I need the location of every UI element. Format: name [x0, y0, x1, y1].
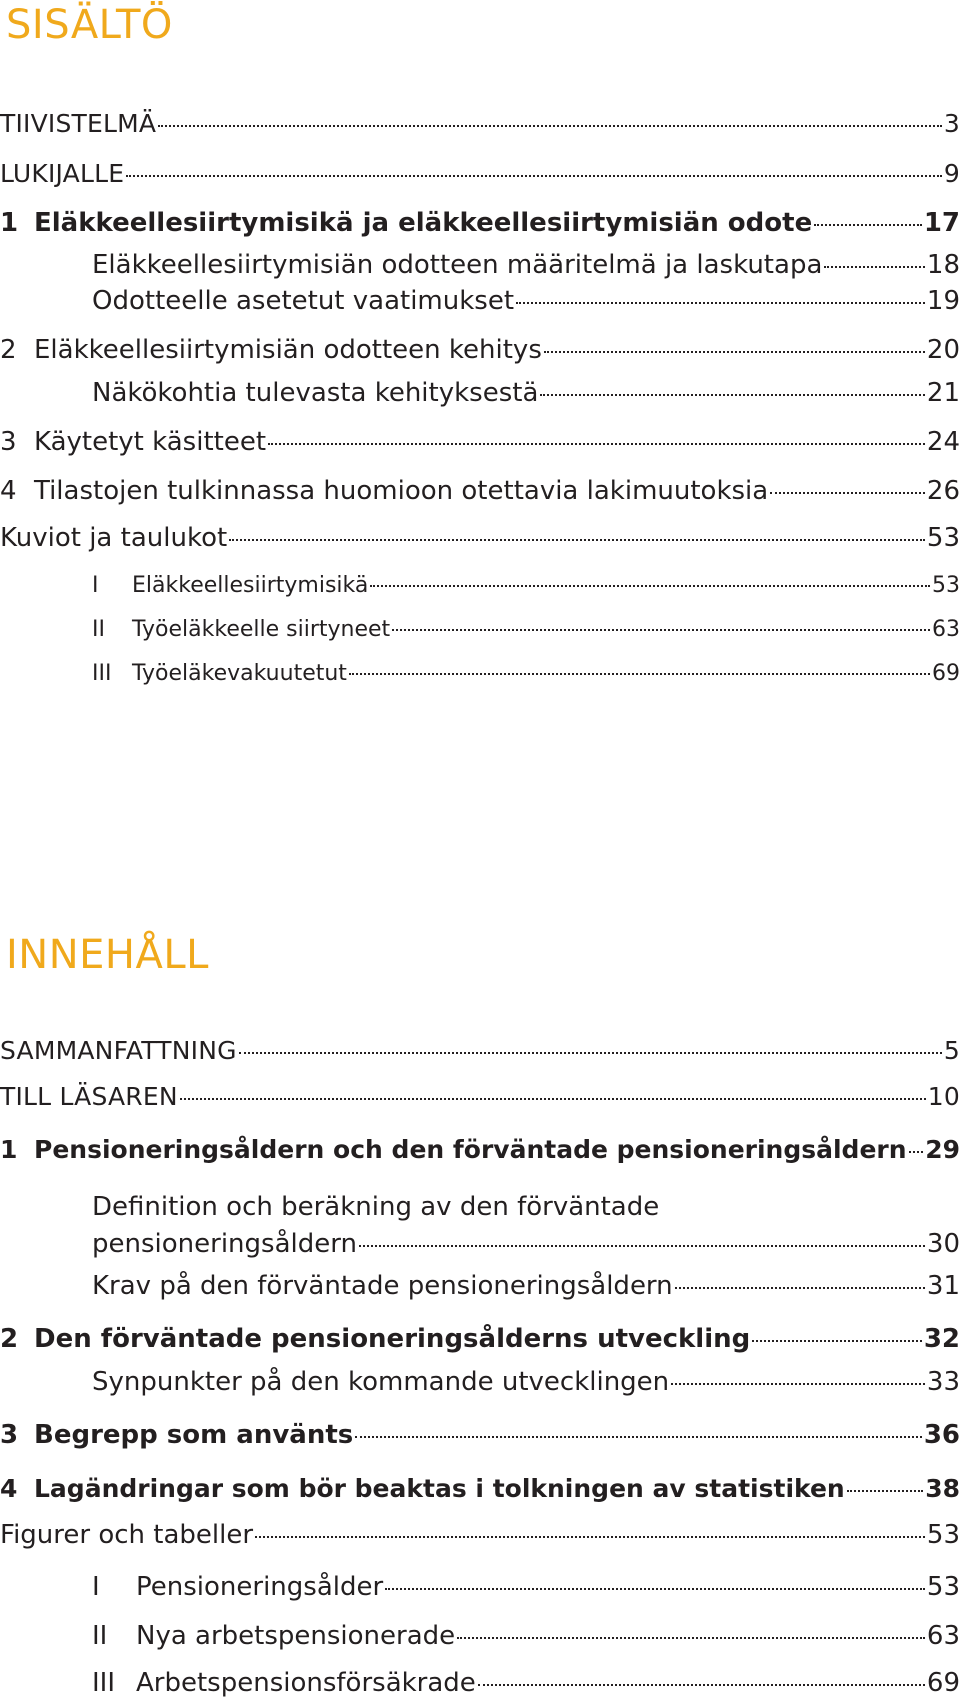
toc-entry-label: Eläkkeellesiirtymisikä [132, 573, 369, 598]
toc-entry-page: 33 [926, 1367, 960, 1397]
dot-leader [349, 673, 930, 675]
dot-leader [675, 1287, 925, 1289]
toc-entry-page: 3 [943, 109, 960, 138]
toc-entry-number: 3 [0, 427, 17, 457]
toc-entry[interactable] [0, 110, 960, 146]
dot-leader [370, 585, 930, 587]
toc-entry[interactable] [0, 337, 960, 373]
toc-subentry[interactable] [0, 1670, 960, 1706]
toc-entry-page: 53 [926, 523, 960, 553]
dot-leader [126, 175, 942, 177]
toc-entry-page: 53 [932, 573, 960, 598]
toc-entry-label: Eläkkeellesiirtymisikä ja eläkkeellesiirtymisiän odote [34, 208, 813, 238]
toc-entry-page: 17 [923, 208, 960, 238]
dot-leader [158, 125, 942, 127]
toc-entry-number: III [92, 661, 112, 686]
toc-entry-number: II [92, 617, 105, 642]
toc-entry-page: 30 [926, 1229, 960, 1259]
toc-subentry[interactable] [0, 614, 960, 650]
toc-entry[interactable] [0, 1422, 960, 1458]
toc-entry-number: I [92, 573, 99, 598]
toc-entry[interactable] [0, 210, 960, 246]
toc-entry[interactable] [0, 1522, 960, 1558]
dot-leader [824, 266, 925, 268]
toc-entry-label: Eläkkeellesiirtymisiän odotteen määritelmä ja laskutapa [92, 250, 823, 280]
toc-subentry[interactable] [0, 1273, 960, 1309]
toc-entry-page: 69 [926, 1668, 960, 1698]
toc-entry-label: Den förväntade pensioneringsålderns utveckling [34, 1324, 751, 1354]
toc-entry-label: Pensioneringsålder [136, 1572, 384, 1602]
toc-entry[interactable] [0, 525, 960, 561]
toc-entry-label: Tilastojen tulkinnassa huomioon otettavia lakimuutoksia [34, 476, 769, 506]
dot-leader [385, 1588, 925, 1590]
toc-entry-page: 31 [926, 1271, 960, 1301]
toc-entry-page: 10 [927, 1082, 960, 1111]
dot-leader [229, 539, 925, 541]
toc-entry-label: Pensioneringsåldern och den förväntade pensioneringsåldern [34, 1135, 907, 1164]
toc-entry-number: I [92, 1572, 100, 1602]
toc-entry-label: TIIVISTELMÄ [0, 109, 157, 138]
dot-leader [457, 1637, 925, 1639]
toc-entry[interactable] [0, 160, 960, 196]
toc-entry-number: 1 [0, 1135, 18, 1164]
toc-entry-label: Figurer och tabeller [0, 1520, 254, 1550]
toc-subentry[interactable] [0, 1574, 960, 1610]
toc-entry-number: III [92, 1668, 116, 1698]
dot-leader [355, 1436, 922, 1438]
toc-entry-label: LUKIJALLE [0, 159, 125, 188]
dot-leader [239, 1052, 942, 1054]
toc-entry-label: Lagändringar som bör beaktas i tolkningen av statistiken [34, 1474, 845, 1503]
toc-entry-page: 69 [932, 661, 960, 686]
toc-entry-page: 63 [932, 617, 960, 642]
toc-title-swedish: INNEHÅLL [6, 932, 209, 978]
toc-entry-page: 19 [926, 286, 960, 316]
toc-entry-page: 38 [925, 1474, 960, 1503]
toc-entry-number: 2 [0, 335, 17, 365]
toc-entry-number: II [92, 1621, 108, 1651]
toc-entry-label: Näkökohtia tulevasta kehityksestä [92, 378, 539, 408]
toc-entry-label: Kuviot ja taulukot [0, 523, 228, 553]
dot-leader [770, 492, 925, 494]
toc-subentry[interactable] [0, 380, 960, 416]
toc-entry-page: 53 [926, 1572, 960, 1602]
toc-entry-number: 4 [0, 1474, 18, 1503]
toc-entry-page: 24 [926, 427, 960, 457]
toc-entry-label: Krav på den förväntade pensioneringsåldern [92, 1271, 673, 1301]
toc-entry[interactable] [0, 1083, 960, 1119]
toc-entry-label: Arbetspensionsförsäkrade [136, 1668, 476, 1698]
toc-entry-page: 18 [926, 250, 960, 280]
toc-entry-page: 36 [923, 1420, 960, 1450]
toc-entry-label: Synpunkter på den kommande utvecklingen [92, 1367, 670, 1397]
toc-subentry[interactable] [0, 288, 960, 324]
dot-leader [180, 1098, 926, 1100]
toc-entry-number: 3 [0, 1420, 19, 1450]
toc-subentry[interactable] [0, 1369, 960, 1405]
toc-entry-page: 21 [926, 378, 960, 408]
toc-subentry-first-line: Definition och beräkning av den förväntade [92, 1192, 660, 1222]
toc-subentry[interactable] [0, 658, 960, 694]
dot-leader [359, 1245, 925, 1247]
toc-entry-label: TILL LÄSAREN [0, 1082, 178, 1111]
toc-entry-label: Eläkkeellesiirtymisiän odotteen kehitys [34, 335, 542, 365]
dot-leader [540, 394, 925, 396]
toc-entry-label: Käytetyt käsitteet [34, 427, 267, 457]
toc-entry-label: Odotteelle asetetut vaatimukset [92, 286, 515, 316]
toc-entry-label: Begrepp som använts [34, 1420, 354, 1450]
toc-entry-label: Työeläkevakuutetut [132, 661, 347, 686]
dot-leader [671, 1383, 925, 1385]
toc-entry[interactable] [0, 1136, 960, 1172]
toc-entry-label: Nya arbetspensionerade [136, 1621, 456, 1651]
toc-entry[interactable] [0, 1037, 960, 1073]
toc-entry-label: pensioneringsåldern [92, 1229, 357, 1259]
toc-entry-page: 5 [943, 1036, 960, 1065]
toc-entry-number: 2 [0, 1324, 19, 1354]
toc-title-finnish: SISÄLTÖ [6, 2, 173, 48]
dot-leader [752, 1340, 922, 1342]
toc-entry-page: 26 [926, 476, 960, 506]
toc-entry-page: 9 [943, 159, 960, 188]
toc-entry[interactable] [0, 429, 960, 465]
toc-entry-page: 29 [925, 1135, 960, 1164]
toc-entry-page: 53 [926, 1520, 960, 1550]
toc-subentry[interactable] [0, 570, 960, 606]
dot-leader [847, 1490, 923, 1492]
toc-entry[interactable] [0, 1475, 960, 1511]
dot-leader [909, 1151, 924, 1153]
dot-leader [392, 629, 930, 631]
toc-entry-label: SAMMANFATTNING [0, 1036, 237, 1065]
toc-subentry[interactable] [0, 1623, 960, 1659]
dot-leader [544, 351, 925, 353]
dot-leader [478, 1684, 925, 1686]
toc-entry-number: 1 [0, 208, 19, 238]
toc-entry-number: 4 [0, 476, 17, 506]
dot-leader [814, 224, 922, 226]
toc-subentry[interactable] [0, 252, 960, 288]
dot-leader [268, 443, 925, 445]
toc-entry-page: 20 [926, 335, 960, 365]
dot-leader [255, 1536, 925, 1538]
toc-entry[interactable] [0, 1326, 960, 1362]
toc-subentry[interactable] [0, 1231, 960, 1267]
dot-leader [516, 302, 925, 304]
toc-entry[interactable] [0, 478, 960, 514]
toc-entry-page: 63 [926, 1621, 960, 1651]
toc-entry-page: 32 [923, 1324, 960, 1354]
toc-entry-label: Työeläkkeelle siirtyneet [132, 617, 391, 642]
